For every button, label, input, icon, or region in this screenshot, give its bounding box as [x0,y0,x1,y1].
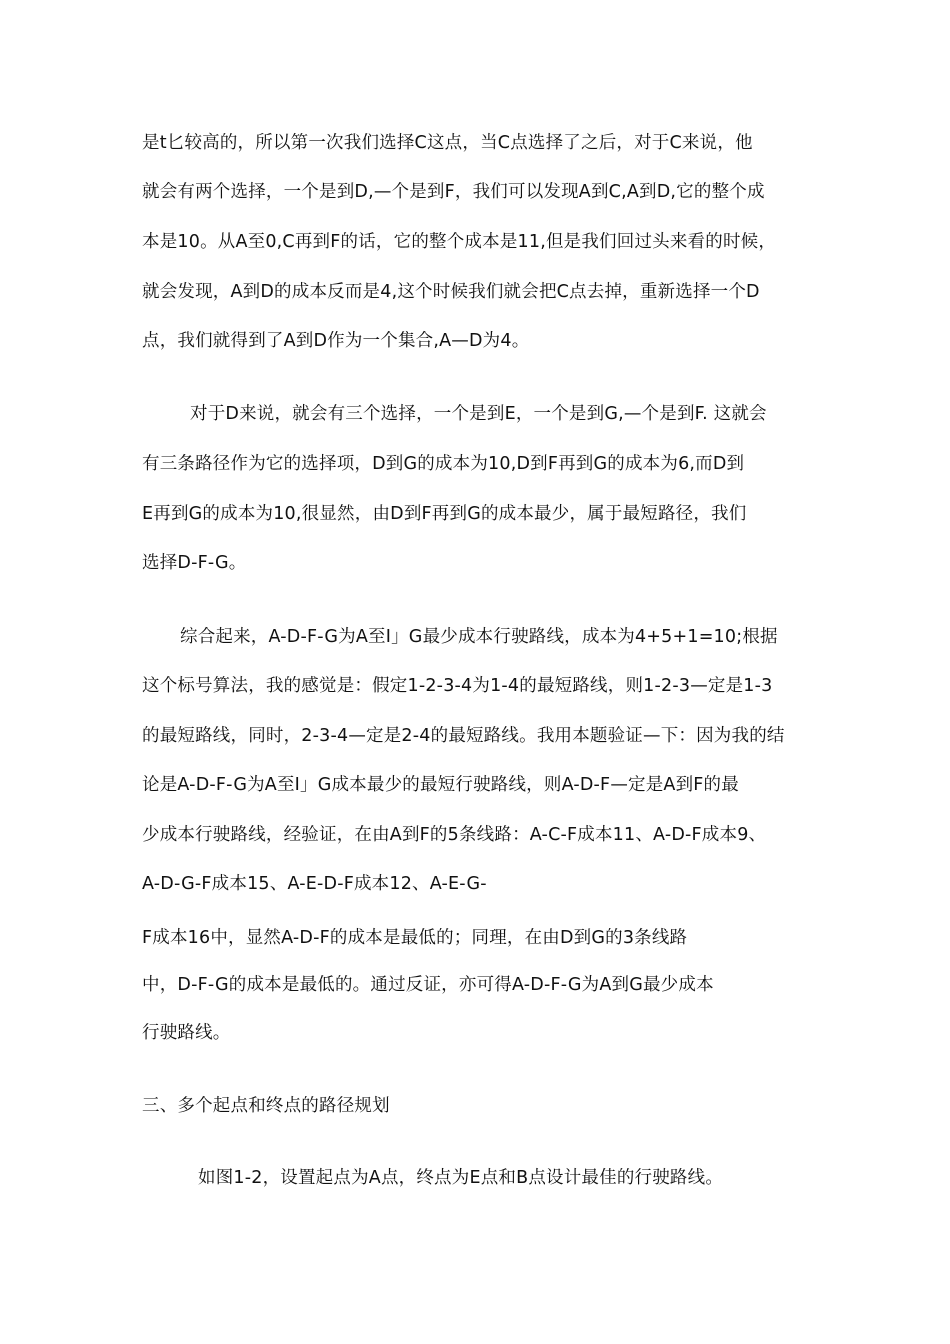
text-line: 是t匕较高的，所以第一次我们选择C这点，当C点选择了之后，对于C来说，他 [142,133,753,153]
section-heading: 三、多个起点和终点的路径规划 [142,1096,390,1116]
text-line: 本是10。从A至0,C再到F的话，它的整个成本是11,但是我们回过头来看的时候， [142,232,777,252]
text-line: 有三条路径作为它的选择项，D到G的成本为10,D到F再到G的成本为6,而D到 [142,454,745,474]
text-line: 就会有两个选择，一个是到D,—个是到F，我们可以发现A到C,A到D,它的整个成 [142,182,765,202]
text-line: 对于D来说，就会有三个选择，一个是到E，一个是到G,—个是到F. 这就会 [190,404,767,424]
text-line: 少成本行驶路线，经验证，在由A到F的5条线路：A-C-F成本11、A-D-F成本9、 [142,825,767,845]
text-line: E再到G的成本为10,很显然，由D到F再到G的成本最少，属于最短路径，我们 [142,504,747,524]
text-line: 论是A-D-F-G为A至I」G成本最少的最短行驶路线，则A-D-F—定是A到F的最 [142,775,739,795]
text-line: 点，我们就得到了A到D作为一个集合,A—D为4。 [142,331,530,351]
text-line: A-D-G-F成本15、A-E-D-F成本12、A-E-G- [142,874,487,894]
text-line: 综合起来，A-D-F-G为A至I」G最少成本行驶路线，成本为4+5+1=10;根据 [180,627,778,647]
text-line: 中，D-F-G的成本是最低的。通过反证，亦可得A-D-F-G为A到G最少成本 [142,975,714,995]
text-line: 这个标号算法，我的感觉是：假定1-2-3-4为1-4的最短路线，则1-2-3—定是1-3 [142,676,773,696]
text-line: 就会发现，A到D的成本反而是4,这个时候我们就会把C点去掉，重新选择一个D [142,282,760,302]
text-line: F成本16中，显然A-D-F的成本是最低的；同理，在由D到G的3条线路 [142,928,688,948]
text-line: 行驶路线。 [142,1023,231,1043]
text-line: 的最短路线，同时，2-3-4—定是2-4的最短路线。我用本题验证—下：因为我的结 [142,726,785,746]
text-line: 选择D-F-G。 [142,553,247,573]
paragraph-4: 如图1-2，设置起点为A点，终点为E点和B点设计最佳的行驶路线。 [198,1168,724,1188]
